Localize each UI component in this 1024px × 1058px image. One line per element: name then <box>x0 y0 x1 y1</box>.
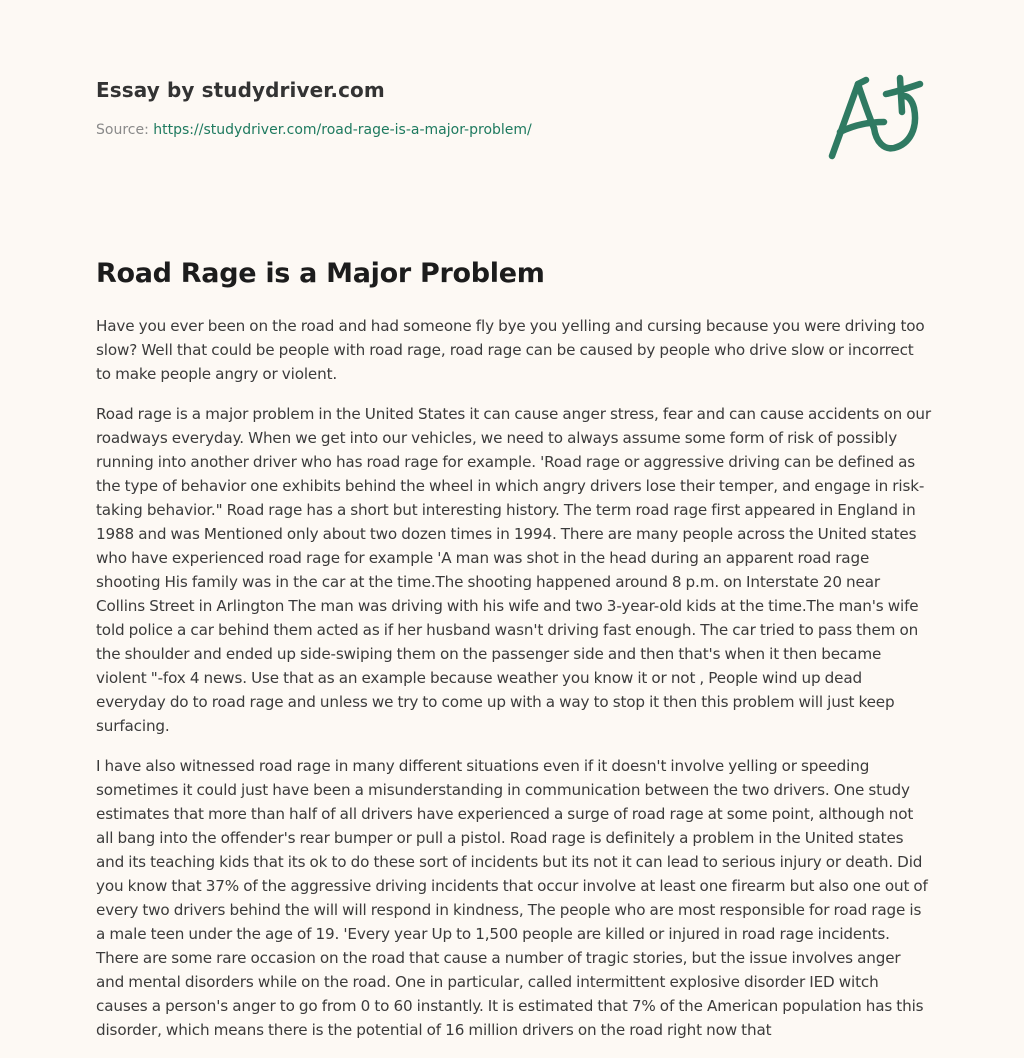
a-plus-grade-icon <box>822 66 932 166</box>
essay-body <box>96 314 932 1058</box>
source-line <box>96 120 796 140</box>
source-link[interactable]: https://studydriver.com/road-rage-is-a-major-problem/ <box>153 122 532 138</box>
source-label: Source: <box>96 122 149 138</box>
essay-title: Road Rage is a Major Problem <box>96 258 545 289</box>
essay-paragraph: Have you ever been on the road and had someone fly bye you yelling and cursing because you were driving too slow? Well that could be people with road rage, road rage can be caused by people who drive slow or incorrect to make people angry or violent. <box>96 317 925 383</box>
site-title: Essay by studydriver.com <box>96 78 385 102</box>
essay-paragraph: I have also witnessed road rage in many different situations even if it doesn't involve yelling or speeding sometimes it could just have been a misunderstanding in communication between the two drivers. One study estimates that more than half of all drivers have experienced a surge of road rage at some point, although not all bang into the offender's rear bumper or pull a pistol. Road rage is definitely a problem in the United states and its teaching kids that its ok to do these sort of incidents but its not it can lead to serious injury or death. Did you know that 37% of the aggressive driving incidents that occur involve at least one firearm but also one out of every two drivers behind the will will respond in kindness, The people who are most responsible for road rage is a male teen under the age of 19. 'Every year Up to 1,500 people are killed or injured in road rage incidents. There are some rare occasion on the road that cause a number of tragic stories, but the issue involves anger and mental disorders while on the road. One in particular, called intermittent explosive disorder IED witch causes a person's anger to go from 0 to 60 instantly. It is estimated that 7% of the American population has this disorder, which means there is the potential of 16 million drivers on the road right now that <box>96 757 928 1039</box>
essay-header <box>96 76 796 140</box>
essay-paragraph: Road rage is a major problem in the United States it can cause anger stress, fear and can cause accidents on our roadways everyday. When we get into our vehicles, we need to always assume some form of risk of possibly running into another driver who has road rage for example. 'Road rage or aggressive driving can be defined as the type of behavior one exhibits behind the wheel in which angry drivers lose their temper, and engage in risk-taking behavior." Road rage has a short but interesting history. The term road rage first appeared in England in 1988 and was Mentioned only about two dozen times in 1994. There are many people across the United states who have experienced road rage for example 'A man was shot in the head during an apparent road rage shooting His family was in the car at the time.The shooting happened around 8 p.m. on Interstate 20 near Collins Street in Arlington The man was driving with his wife and two 3-year-old kids at the time.The man's wife told police a car behind them acted as if her husband wasn't driving fast enough. The car tried to pass them on the shoulder and ended up side-swiping them on the passenger side and then that's when it then became violent "-fox 4 news. Use that as an example because weather you know it or not , People wind up dead everyday do to road rage and unless we try to come up with a way to stop it then this problem will just keep surfacing. <box>96 405 931 735</box>
